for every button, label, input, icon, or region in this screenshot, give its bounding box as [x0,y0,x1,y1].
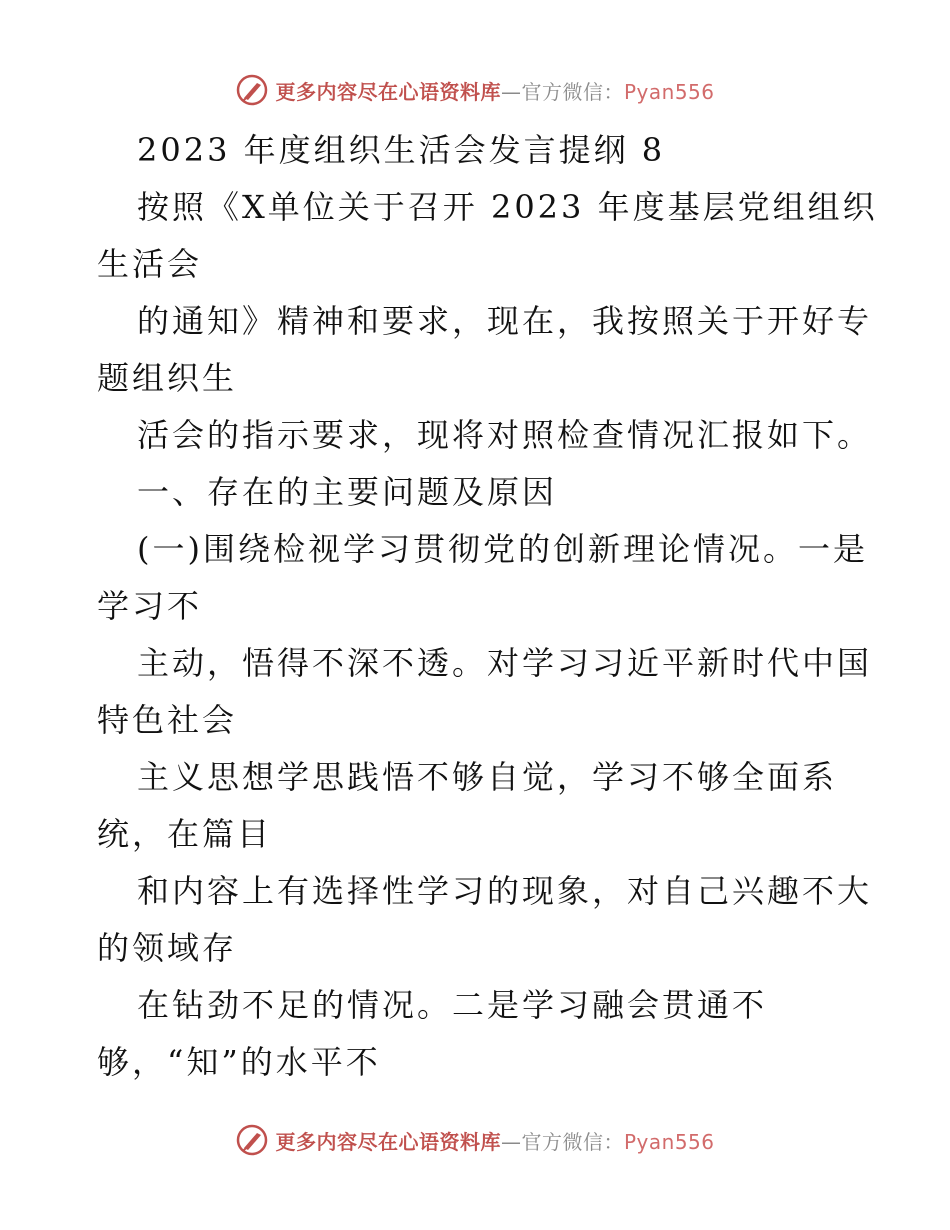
watermark-wechat-id: Pyan556 [623,79,715,104]
text-line: 一、存在的主要问题及原因 [137,473,558,511]
quill-pen-seal-icon [235,1123,269,1157]
text-line: 的领域存 [97,929,238,967]
text-line: 主义思想学思践悟不够自觉，学习不够全面系 [137,758,838,796]
watermark-separator: — [500,1129,522,1154]
watermark-wechat-label: 官方微信： [521,1129,624,1154]
text-line: 主动，悟得不深不透。对学习习近平新时代中国 [137,644,873,682]
document-body [97,122,878,1091]
text-line: 活会的指示要求，现将对照检查情况汇报如下。 [137,416,873,454]
text-line: 的通知》精神和要求，现在，我按照关于开好专 [137,302,873,340]
watermark-brand: 更多内容尽在心语资料库 [275,79,501,104]
watermark-text [275,1126,714,1155]
text-line: 够，“知”的水平不 [97,1043,381,1081]
text-line: 题组织生 [97,359,238,397]
text-line: 统，在篇目 [97,815,273,853]
watermark-separator: — [500,79,522,104]
text-line: 学习不 [97,587,203,625]
text-line: 特色社会 [97,701,238,739]
footer-watermark [0,1120,950,1160]
header-watermark [0,70,950,110]
text-line: 生活会 [97,245,203,283]
quill-pen-seal-icon [235,73,269,107]
document-title: 2023 年度组织生活会发言提纲 8 [137,131,666,169]
watermark-wechat-id: Pyan556 [623,1129,715,1154]
watermark-wechat-label: 官方微信： [521,79,624,104]
text-line: (一)围绕检视学习贯彻党的创新理论情况。一是 [137,530,868,568]
watermark-brand: 更多内容尽在心语资料库 [275,1129,501,1154]
watermark-text [275,76,714,105]
text-line: 和内容上有选择性学习的现象，对自己兴趣不大 [137,872,873,910]
text-line: 在钻劲不足的情况。二是学习融会贯通不 [137,986,768,1024]
text-line: 按照《X单位关于召开 2023 年度基层党组组织 [137,188,878,226]
